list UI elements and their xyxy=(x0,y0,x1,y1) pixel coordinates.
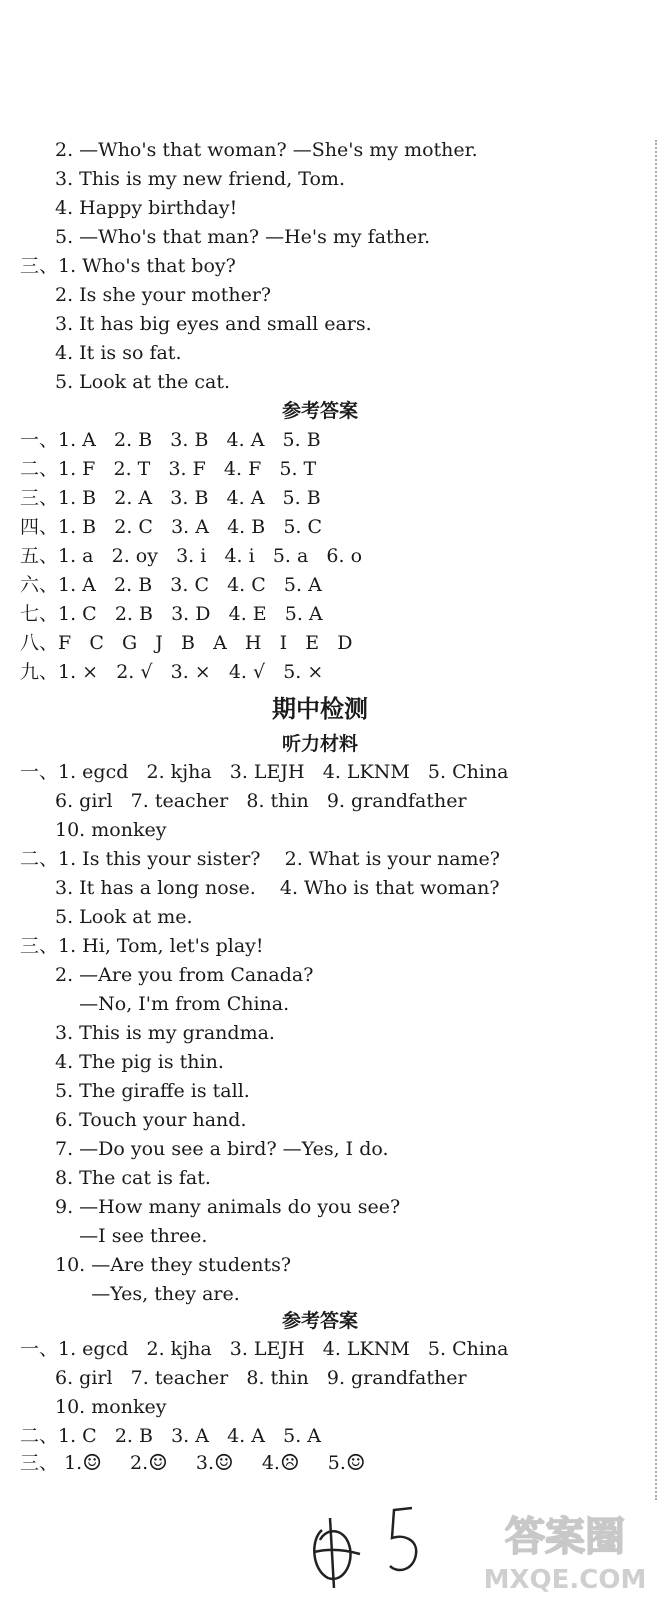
answer-heading: 参考答案 xyxy=(281,1310,358,1332)
section-marker: 九、 xyxy=(20,661,59,683)
smiley-face-icon: ☺ xyxy=(82,1451,102,1476)
section-marker: 二、 xyxy=(20,458,59,480)
answer-line xyxy=(20,513,322,541)
text-line: 4. Happy birthday! xyxy=(55,197,238,219)
text-line: —Yes, they are. xyxy=(55,1283,240,1305)
answer-line xyxy=(20,542,362,570)
section-text: 1. egcd 2. kjha 3. LEJH 4. LKNM 5. China xyxy=(58,1338,509,1360)
face-answers-row xyxy=(20,1448,388,1478)
section-line xyxy=(20,1335,509,1363)
answer-line xyxy=(20,658,323,686)
section-marker: 四、 xyxy=(20,516,59,538)
section-line xyxy=(20,932,264,960)
text-line: —I see three. xyxy=(55,1225,208,1247)
answer-text: 1. B 2. C 3. A 4. B 5. C xyxy=(58,516,323,538)
face-label: 3. xyxy=(195,1452,215,1474)
text-line: 10. —Are they students? xyxy=(55,1254,292,1276)
handwritten-page-mark xyxy=(300,1500,450,1590)
text-line: 4. It is so fat. xyxy=(55,342,182,364)
smiley-face-icon: ☺ xyxy=(345,1451,366,1476)
midterm-title: 期中检测 xyxy=(272,695,368,723)
face-answer xyxy=(130,1448,168,1479)
margin-dotted-line xyxy=(655,140,657,1500)
section-line xyxy=(20,252,236,280)
text-line: 7. —Do you see a bird? —Yes, I do. xyxy=(55,1138,389,1160)
answer-text: 1. A 2. B 3. B 4. A 5. B xyxy=(58,429,321,451)
face-answer xyxy=(262,1448,300,1479)
section-marker: 八、 xyxy=(20,632,59,654)
answer-text: F C G J B A H I E D xyxy=(58,632,353,654)
face-label: 4. xyxy=(261,1452,280,1474)
section-marker: 六、 xyxy=(20,574,59,596)
answer-text: 1. × 2. √ 3. × 4. √ 5. × xyxy=(58,661,324,683)
text-line: 3. It has big eyes and small ears. xyxy=(55,313,372,335)
text-line: 6. Touch your hand. xyxy=(55,1109,247,1131)
watermark-logo xyxy=(470,1500,660,1598)
answer-line xyxy=(20,426,321,454)
answer-text: 1. C 2. B 3. A 4. A 5. A xyxy=(58,1425,321,1447)
text-line: 4. The pig is thin. xyxy=(55,1051,224,1073)
answer-line xyxy=(20,629,352,657)
section-marker: 七、 xyxy=(20,603,59,625)
answer-text: 1. A 2. B 3. C 4. C 5. A xyxy=(58,574,322,596)
face-label: 1. xyxy=(64,1452,83,1474)
section-text: 1. Is this your sister? 2. What is your name? xyxy=(58,848,500,870)
section-marker: 二、 xyxy=(20,848,59,870)
answer-line xyxy=(20,455,316,483)
watermark-text: 答案圈 xyxy=(505,1514,625,1560)
text-line: 5. Look at me. xyxy=(55,906,193,928)
text-line: 3. This is my grandma. xyxy=(55,1022,275,1044)
section-line xyxy=(20,845,500,873)
section-marker: 三、 xyxy=(20,1452,59,1474)
answer-line xyxy=(20,571,322,599)
answer-line xyxy=(20,484,321,512)
text-line: 10. monkey xyxy=(55,819,167,841)
answer-heading: 参考答案 xyxy=(281,400,358,422)
text-line: 2. Is she your mother? xyxy=(55,284,272,306)
text-line: 10. monkey xyxy=(55,1396,167,1418)
section-line xyxy=(20,758,509,786)
text-line: 9. —How many animals do you see? xyxy=(55,1196,401,1218)
text-line: 3. It has a long nose. 4. Who is that woman? xyxy=(55,877,500,899)
section-text: 1. Hi, Tom, let's play! xyxy=(58,935,264,957)
face-answer xyxy=(328,1448,366,1479)
section-marker: 一、 xyxy=(20,1338,59,1360)
answer-text: 1. a 2. oy 3. i 4. i 5. a 6. o xyxy=(58,545,363,567)
face-label: 5. xyxy=(327,1452,346,1474)
section-marker: 一、 xyxy=(20,761,59,783)
section-text: 1. egcd 2. kjha 3. LEJH 4. LKNM 5. China xyxy=(58,761,509,783)
answer-text: 1. C 2. B 3. D 4. E 5. A xyxy=(58,603,323,625)
text-line: 8. The cat is fat. xyxy=(55,1167,211,1189)
section-marker: 三、 xyxy=(20,935,59,957)
answer-line xyxy=(20,1422,321,1450)
section-marker: 一、 xyxy=(20,429,59,451)
section-marker: 三、 xyxy=(20,487,59,509)
face-answer xyxy=(64,1448,102,1479)
text-line: 3. This is my new friend, Tom. xyxy=(55,168,345,190)
text-line: —No, I'm from China. xyxy=(55,993,290,1015)
text-line: 2. —Who's that woman? —She's my mother. xyxy=(55,139,478,161)
answer-text: 1. F 2. T 3. F 4. F 5. T xyxy=(58,458,317,480)
watermark-url: MXQE.COM xyxy=(483,1565,647,1595)
sad-face-icon: ☹ xyxy=(279,1451,300,1476)
section-marker: 二、 xyxy=(20,1425,59,1447)
text-line: 5. —Who's that man? —He's my father. xyxy=(55,226,431,248)
listening-title: 听力材料 xyxy=(281,733,358,755)
text-line: 2. —Are you from Canada? xyxy=(55,964,314,986)
face-answer xyxy=(196,1448,234,1479)
section-text: 1. Who's that boy? xyxy=(58,255,236,277)
answer-text: 1. B 2. A 3. B 4. A 5. B xyxy=(58,487,321,509)
text-line: 6. girl 7. teacher 8. thin 9. grandfather xyxy=(55,790,467,812)
section-marker: 三、 xyxy=(20,255,59,277)
text-line: 6. girl 7. teacher 8. thin 9. grandfather xyxy=(55,1367,467,1389)
section-marker: 五、 xyxy=(20,545,59,567)
smiley-face-icon: ☺ xyxy=(214,1451,234,1476)
face-label: 2. xyxy=(129,1452,149,1474)
text-line: 5. Look at the cat. xyxy=(55,371,231,393)
text-line: 5. The giraffe is tall. xyxy=(55,1080,250,1102)
smiley-face-icon: ☺ xyxy=(148,1451,168,1476)
answer-line xyxy=(20,600,323,628)
